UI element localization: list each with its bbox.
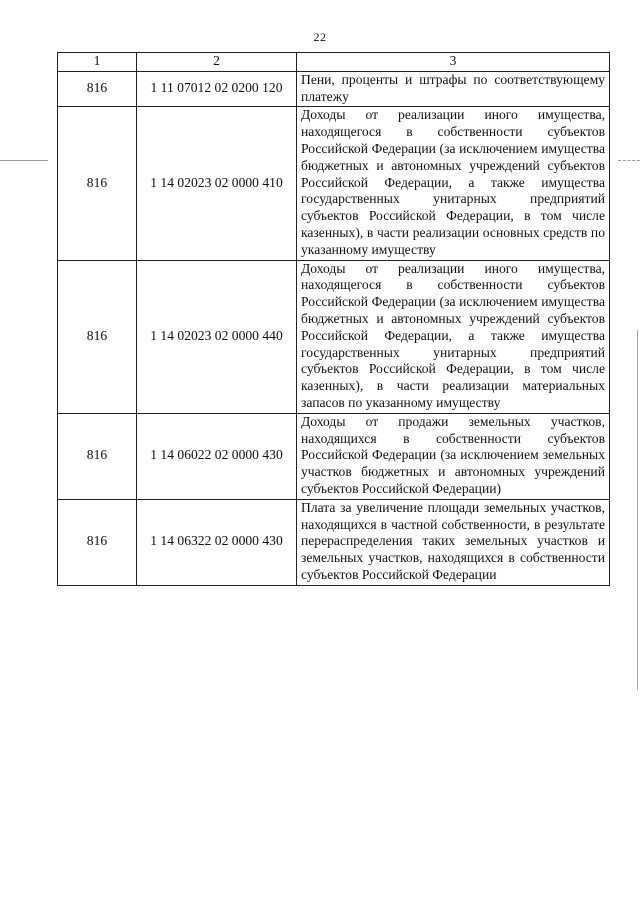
table-row <box>58 260 610 413</box>
admin-code-cell: 816 <box>58 413 137 499</box>
admin-code-cell: 816 <box>58 260 137 413</box>
table-row <box>58 413 610 499</box>
admin-code-cell: 816 <box>58 499 137 585</box>
table-row <box>58 499 610 585</box>
budget-code-cell: 1 11 07012 02 0200 120 <box>137 71 297 107</box>
budget-code-cell: 1 14 02023 02 0000 410 <box>137 107 297 260</box>
scan-artifact-line <box>618 160 640 161</box>
budget-code-cell: 1 14 06022 02 0000 430 <box>137 413 297 499</box>
description-cell: Доходы от продажи земельных участков, находящихся в собственности субъектов Российской Федерации (за исключением земельных участков бюджетных и автономных учреждений субъектов Российской Федерации) <box>297 413 610 499</box>
description-cell: Пени, проценты и штрафы по соответствующему платежу <box>297 71 610 107</box>
header-col-1: 1 <box>58 53 137 72</box>
admin-code-cell: 816 <box>58 71 137 107</box>
table-row <box>58 71 610 107</box>
header-col-3: 3 <box>297 53 610 72</box>
description-cell: Плата за увеличение площади земельных участков, находящихся в частной собственности, в результате перераспределения таких земельных участков и земельных участков, находящихся в собственности субъектов Российской Федерации <box>297 499 610 585</box>
revenue-codes-table <box>57 52 610 586</box>
scan-artifact-line <box>637 330 638 690</box>
admin-code-cell: 816 <box>58 107 137 260</box>
header-col-2: 2 <box>137 53 297 72</box>
description-cell: Доходы от реализации иного имущества, находящегося в собственности субъектов Российской Федерации (за исключением имущества бюджетных и автономных учреждений субъектов Российской Федерации, а также имущества государственных унитарных предприятий субъектов Российской Федерации, в том числе казенных), в части реализации основных средств по указанному имуществу <box>297 107 610 260</box>
budget-code-cell: 1 14 06322 02 0000 430 <box>137 499 297 585</box>
scan-artifact-line <box>0 160 48 161</box>
table-row <box>58 107 610 260</box>
description-cell: Доходы от реализации иного имущества, находящегося в собственности субъектов Российской Федерации (за исключением имущества бюджетных и автономных учреждений субъектов Российской Федерации, а также имущества государственных унитарных предприятий субъектов Российской Федерации, в том числе казенных), в части реализации материальных запасов по указанному имуществу <box>297 260 610 413</box>
page-number: 22 <box>313 30 327 44</box>
table-header-row <box>58 53 610 72</box>
budget-code-cell: 1 14 02023 02 0000 440 <box>137 260 297 413</box>
